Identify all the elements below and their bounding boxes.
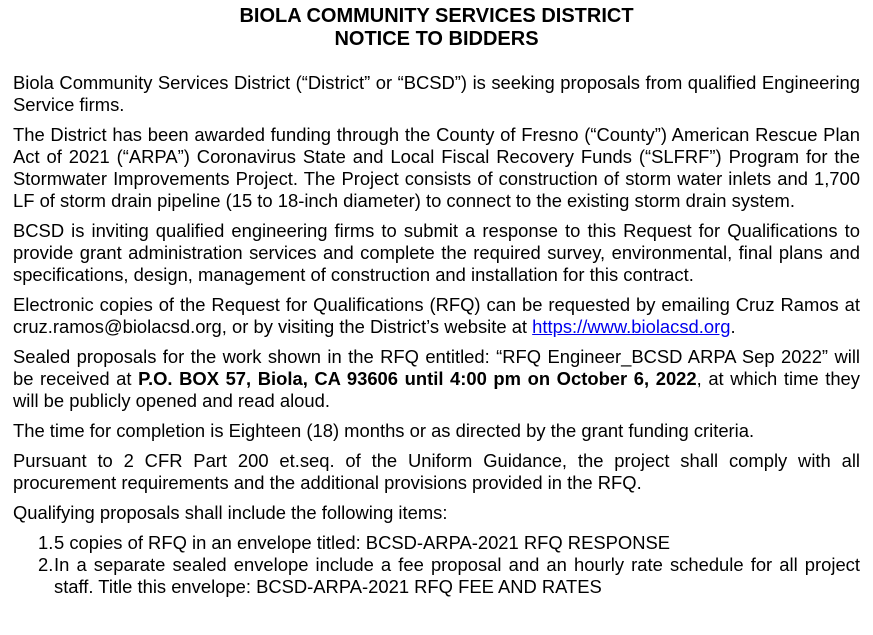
rfq-copies-text-after-link: . xyxy=(730,316,736,337)
cfr-compliance-paragraph xyxy=(13,450,860,494)
sealed-proposals-text-after-bold: , at which time they will be publicly opened and read aloud. xyxy=(13,368,860,411)
district-website-link[interactable]: https://www.biolacsd.org xyxy=(532,316,731,337)
list-item-text: In a separate sealed envelope include a fee proposal and an hourly rate schedule for all project staff. Title this envelope: BCSD-ARPA-2021 RFQ FEE AND RATES xyxy=(54,554,860,597)
invitation-paragraph-text: BCSD is inviting qualified engineering firms to submit a response to this Request for Qualifications to provide grant administration services and complete the required survey, environmental, final plans and specifications, design, management of construction and installation for this contract. xyxy=(13,220,860,285)
intro-paragraph-text: Biola Community Services District (“District” or “BCSD”) is seeking proposals from qualified Engineering Service firms. xyxy=(13,72,860,115)
sealed-proposals-text-before-bold: Sealed proposals for the work shown in the RFQ entitled: “RFQ Engineer_BCSD ARPA Sep 2022” will be received at xyxy=(13,346,860,389)
qualifying-items-list xyxy=(13,532,860,598)
qualifying-items-lead-in xyxy=(13,502,860,524)
cfr-compliance-text: Pursuant to 2 CFR Part 200 et.seq. of the Uniform Guidance, the project shall comply with all procurement requirements and the additional provisions provided in the RFQ. xyxy=(13,450,860,493)
intro-paragraph xyxy=(13,72,860,116)
completion-time-text: The time for completion is Eighteen (18) months or as directed by the grant funding criteria. xyxy=(13,420,755,441)
list-item-number: 2. xyxy=(38,554,54,575)
invitation-paragraph xyxy=(13,220,860,286)
document-title xyxy=(13,5,860,51)
submission-address-deadline-bold: P.O. BOX 57, Biola, CA 93606 until 4:00 pm on October 6, 2022 xyxy=(138,368,697,389)
funding-paragraph-text: The District has been awarded funding through the County of Fresno (“County”) American Rescue Plan Act of 2021 (“ARPA”) Coronavirus State and Local Fiscal Recovery Funds (“SLFRF”) Program for the Stormwater Improvements Project. The Project consists of construction of storm water inlets and 1,700 LF of storm drain pipeline (15 to 18-inch diameter) to connect to the existing storm drain system. xyxy=(13,124,860,211)
completion-time-paragraph xyxy=(13,420,860,442)
list-item xyxy=(13,532,860,554)
qualifying-items-lead-in-text: Qualifying proposals shall include the following items: xyxy=(13,502,448,523)
rfq-copies-text-before-link: Electronic copies of the Request for Qualifications (RFQ) can be requested by emailing Cruz Ramos at cruz.ramos@biolacsd.org, or by visiting the District’s website at xyxy=(13,294,860,337)
list-item xyxy=(13,554,860,598)
notice-to-bidders-heading: NOTICE TO BIDDERS xyxy=(334,28,539,50)
funding-paragraph xyxy=(13,124,860,212)
list-item-text: 5 copies of RFQ in an envelope titled: BCSD-ARPA-2021 RFQ RESPONSE xyxy=(54,532,671,553)
district-name-heading: BIOLA COMMUNITY SERVICES DISTRICT xyxy=(239,5,634,27)
rfq-copies-paragraph xyxy=(13,294,860,338)
sealed-proposals-paragraph xyxy=(13,346,860,412)
list-item-number: 1. xyxy=(38,532,54,553)
